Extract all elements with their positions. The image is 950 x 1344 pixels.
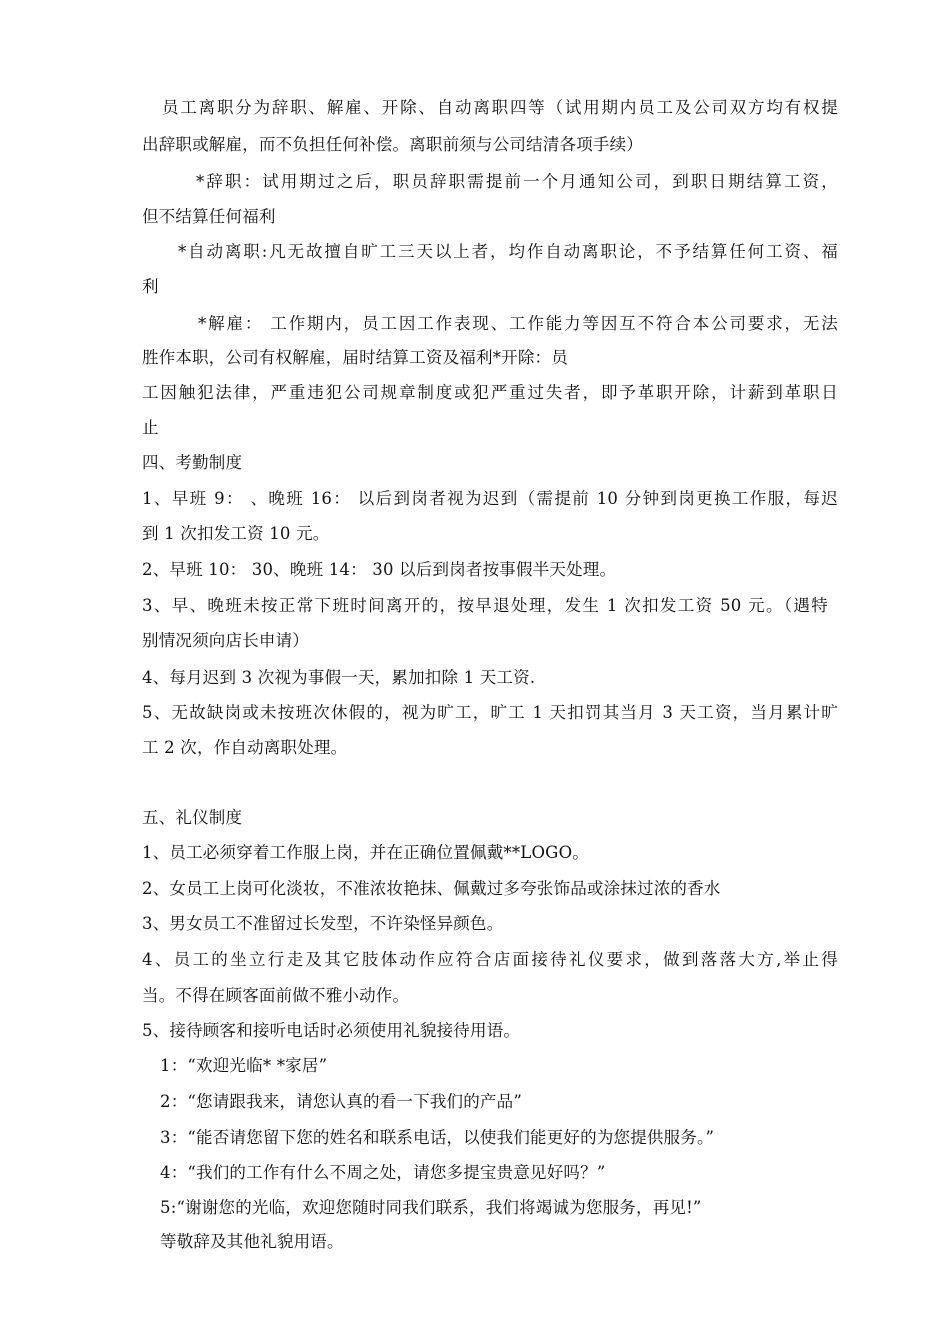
- text-line: 1、员工必须穿着工作服上岗，并在正确位置佩戴**LOGO。: [142, 843, 589, 862]
- text-line: 工 2 次，作自动离职处理。: [142, 738, 348, 757]
- text-line: 到 1 次扣发工资 10 元。: [142, 524, 330, 543]
- greeting-line: 2：“您请跟我来，请您认真的看一下我们的产品”: [160, 1092, 522, 1111]
- text-line: *辞职：试用期过之后，职员辞职需提前一个月通知公司，到职日期结算工资，: [196, 172, 838, 191]
- text-line: 当。不得在顾客面前做不雅小动作。: [142, 986, 410, 1005]
- section-heading: 四、考勤制度: [142, 453, 243, 472]
- text-line: 工因触犯法律，严重违犯公司规章制度或犯严重过失者，即予革职开除，计薪到革职日: [142, 383, 838, 402]
- text-line: 胜作本职，公司有权解雇，届时结算工资及福利*开除：员: [142, 348, 568, 367]
- text-line: 利: [142, 277, 159, 296]
- text-line: 2、早班 10： 30、晚班 14： 30 以后到岗者按事假半天处理。: [142, 560, 617, 579]
- text-line: *自动离职:凡无故擅自旷工三天以上者，均作自动离职论，不予结算任何工资、福: [178, 242, 838, 261]
- text-line: 3、早、晚班未按正常下班时间离开的，按早退处理，发生 1 次扣发工资 50 元。（遇特: [142, 596, 828, 615]
- text-line: 出辞职或解雇，而不负担任何补偿。离职前须与公司结清各项手续）: [142, 135, 643, 154]
- text-line: 4、每月迟到 3 次视为事假一天，累加扣除 1 天工资.: [142, 668, 536, 687]
- greeting-line: 1：“欢迎光临* *家居”: [160, 1056, 328, 1075]
- text-line: 等敬辞及其他礼貌用语。: [160, 1232, 344, 1251]
- text-line: 4、员工的坐立行走及其它肢体动作应符合店面接待礼仪要求，做到落落大方,举止得: [142, 950, 838, 969]
- text-line: 5、接待顾客和接听电话时必须使用礼貌接待用语。: [142, 1021, 521, 1040]
- greeting-line: 3：“能否请您留下您的姓名和联系电话，以使我们能更好的为您提供服务。”: [160, 1128, 715, 1147]
- section-heading: 五、礼仪制度: [142, 808, 243, 827]
- text-line: 1、早班 9： 、晚班 16： 以后到岗者视为迟到（需提前 10 分钟到岗更换工作服，每迟: [142, 489, 838, 508]
- text-line: 5、无故缺岗或未按班次休假的，视为旷工，旷工 1 天扣罚其当月 3 天工资，当月累计旷: [142, 703, 838, 722]
- greeting-line: 4：“我们的工作有什么不周之处，请您多提宝贵意见好吗？”: [160, 1163, 606, 1182]
- text-line: *解雇： 工作期内，员工因工作表现、工作能力等因互不符合本公司要求，无法: [198, 314, 838, 333]
- text-line: 2、女员工上岗可化淡妆，不准浓妆艳抹、佩戴过多夸张饰品或涂抹过浓的香水: [142, 879, 721, 898]
- text-line: 止: [142, 418, 159, 437]
- text-line: 员工离职分为辞职、解雇、开除、自动离职四等（试用期内员工及公司双方均有权提: [162, 98, 838, 117]
- text-line: 3、男女员工不准留过长发型，不许染怪异颜色。: [142, 914, 504, 933]
- text-line: 但不结算任何福利: [142, 207, 276, 226]
- greeting-line: 5:“谢谢您的光临，欢迎您随时同我们联系，我们将竭诚为您服务，再见!”: [160, 1198, 702, 1217]
- text-line: 别情况须向店长申请）: [142, 631, 309, 650]
